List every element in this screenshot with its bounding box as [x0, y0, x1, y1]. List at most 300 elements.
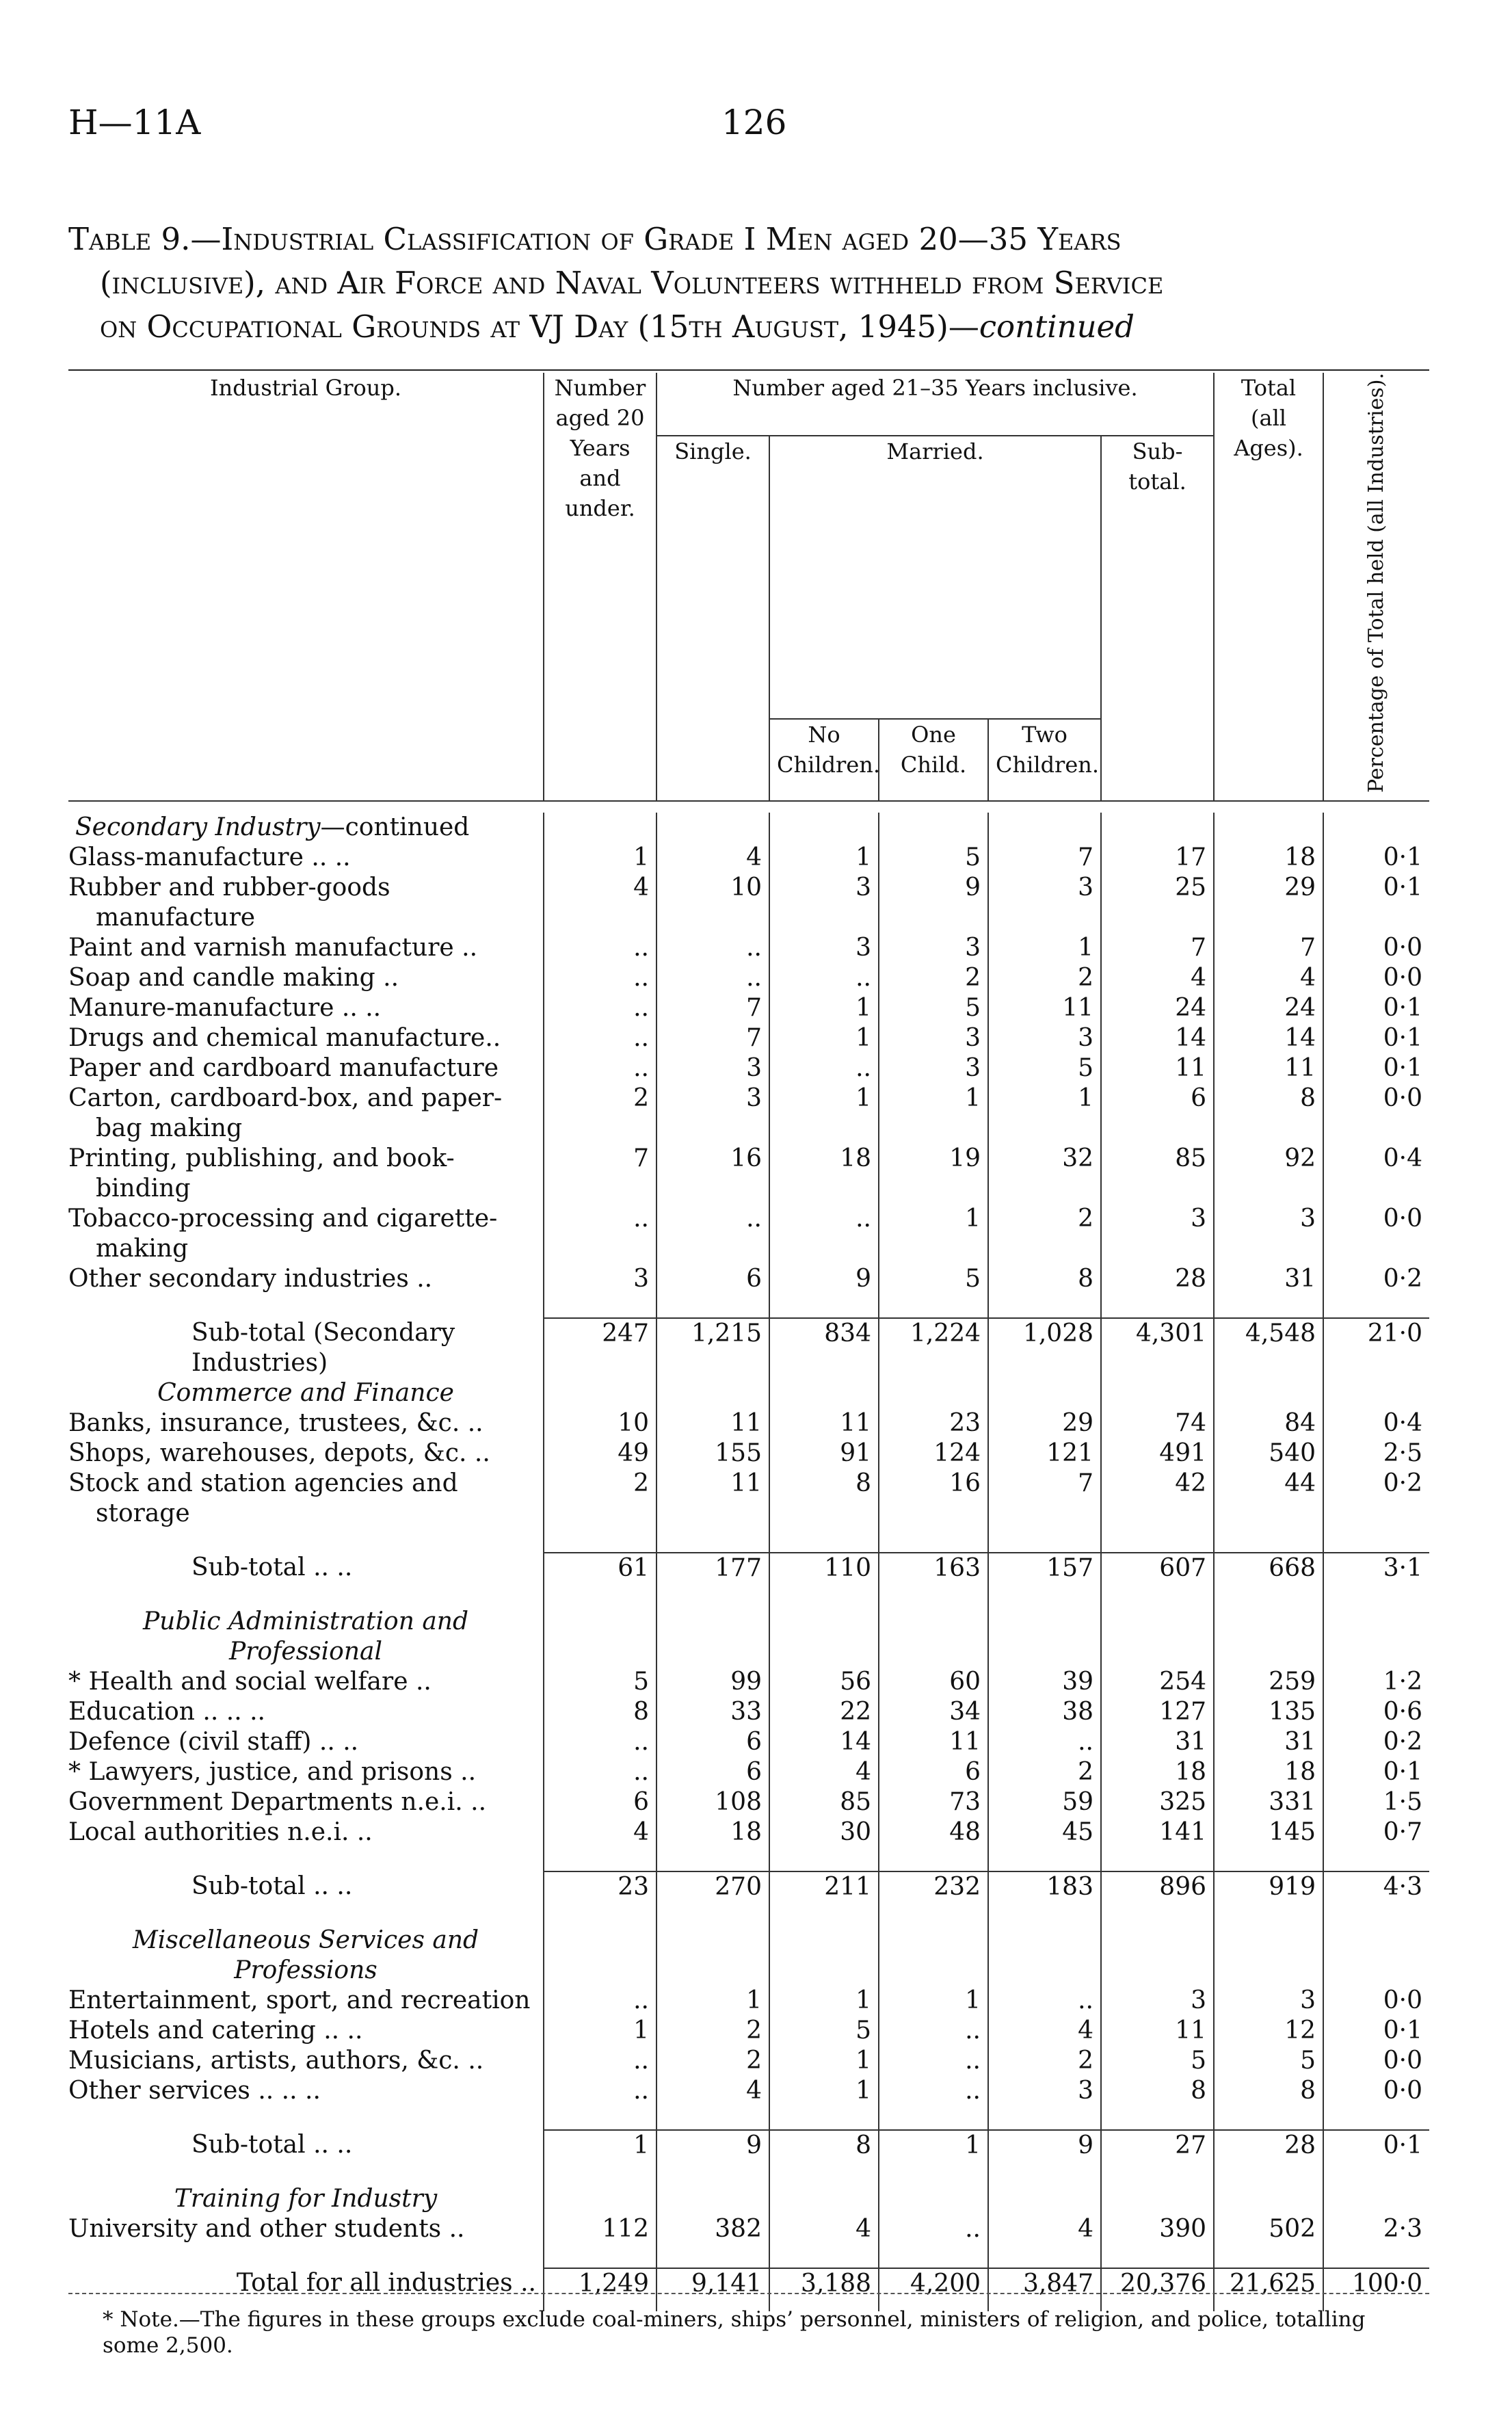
cell-no-children: .. [769, 1204, 879, 1264]
cell-two-children: 59 [988, 1787, 1101, 1817]
cell-single: .. [656, 1204, 769, 1264]
cell-total: 7 [1214, 933, 1323, 963]
row-label: Sub-total .. .. [191, 2130, 353, 2159]
cell-two-children: 7 [988, 1469, 1101, 1529]
section-secondary-cont: —continued [320, 813, 470, 841]
table-row [68, 1986, 1429, 2016]
cell-two-children: 3 [988, 1023, 1101, 1053]
row-label: Tobacco-processing and cigarette-making [68, 1204, 498, 1263]
cell-one-child: 1 [879, 1204, 988, 1264]
section-misc-row [68, 1926, 1429, 1986]
cell-no-children: 30 [769, 1817, 879, 1848]
cell-two-children: 5 [988, 1053, 1101, 1083]
row-label: Paper and cardboard manufacture [68, 1053, 499, 1082]
cell-under20: .. [544, 1986, 656, 2016]
cell-percentage: 4·3 [1323, 1871, 1429, 1902]
col-header-two-children: Two Children. [988, 719, 1101, 801]
cell-two-children: 11 [988, 993, 1101, 1023]
table-row [68, 1757, 1429, 1787]
cell-two-children: 29 [988, 1408, 1101, 1438]
cell-total: 21,625 [1214, 2268, 1323, 2299]
col-header-single: Single. [656, 436, 769, 801]
caption-line-3-text: on Occupational Grounds at VJ Day (15th August, 1945)— [100, 308, 979, 345]
section-secondary [68, 813, 544, 843]
table-row [68, 1438, 1429, 1469]
col-header-subtotal: Sub-total. [1101, 436, 1214, 801]
cell-percentage: 0·1 [1323, 1757, 1429, 1787]
cell-percentage: 0·0 [1323, 1204, 1429, 1264]
row-label: Other secondary industries .. [68, 1264, 433, 1293]
cell-single: 6 [656, 1757, 769, 1787]
cell-no-children: 110 [769, 1553, 879, 1583]
cell-under20: 23 [544, 1871, 656, 1902]
cell-total: 44 [1214, 1469, 1323, 1529]
cell-percentage: 0·0 [1323, 2046, 1429, 2076]
cell-no-children: 5 [769, 2016, 879, 2046]
cell-single: 1 [656, 1986, 769, 2016]
cell-single: 108 [656, 1787, 769, 1817]
cell-total: 18 [1214, 1757, 1323, 1787]
cell-under20: .. [544, 933, 656, 963]
cell-total: 28 [1214, 2130, 1323, 2161]
page-header [68, 103, 1422, 150]
table-row [68, 993, 1429, 1023]
footnote: * Note.—The figures in these groups exclude coal-miners, ships’ personnel, ministers of religion, and police, totalling some 2,500. [103, 2307, 1366, 2358]
cell-total: 4 [1214, 963, 1323, 993]
col-header-percentage [1323, 373, 1429, 801]
cell-under20: .. [544, 963, 656, 993]
grand-total-row [68, 2268, 1429, 2299]
table-row [68, 1144, 1429, 1204]
cell-percentage: 0·1 [1323, 2130, 1429, 2161]
cell-percentage: 0·2 [1323, 1469, 1429, 1529]
cell-two-children: 4 [988, 2214, 1101, 2244]
cell-no-children: 91 [769, 1438, 879, 1469]
subtotal-row [68, 1553, 1429, 1583]
cell-single: .. [656, 933, 769, 963]
cell-one-child: 4,200 [879, 2268, 988, 2299]
table-row [68, 843, 1429, 873]
table-row [68, 1083, 1429, 1144]
cell-total: 259 [1214, 1667, 1323, 1697]
section-training-row [68, 2184, 1429, 2214]
col-header-group: Industrial Group. [209, 375, 402, 401]
cell-total: 135 [1214, 1697, 1323, 1727]
cell-percentage: 0·7 [1323, 1817, 1429, 1848]
row-label: Sub-total .. .. [191, 1871, 353, 1900]
cell-percentage: 0·1 [1323, 993, 1429, 1023]
cell-percentage: 0·2 [1323, 1264, 1429, 1294]
cell-one-child: .. [879, 2046, 988, 2076]
cell-one-child: 124 [879, 1438, 988, 1469]
table-row [68, 873, 1429, 933]
row-label: Defence (civil staff) .. .. [68, 1727, 359, 1756]
table-row [68, 1053, 1429, 1083]
cell-one-child: 5 [879, 843, 988, 873]
cell-subtotal: 11 [1101, 1053, 1214, 1083]
cell-two-children: 1 [988, 933, 1101, 963]
cell-no-children: 1 [769, 843, 879, 873]
row-label: Manure-manufacture .. .. [68, 993, 382, 1022]
row-label: University and other students .. [68, 2214, 465, 2243]
cell-total: 331 [1214, 1787, 1323, 1817]
row-label: Government Departments n.e.i. .. [68, 1787, 487, 1816]
cell-one-child: 1 [879, 2130, 988, 2161]
subtotal-row [68, 2130, 1429, 2161]
cell-subtotal: 85 [1101, 1144, 1214, 1204]
cell-single: 2 [656, 2016, 769, 2046]
cell-one-child: 1 [879, 1986, 988, 2016]
table-row [68, 1667, 1429, 1697]
cell-total: 14 [1214, 1023, 1323, 1053]
cell-under20: 1 [544, 2016, 656, 2046]
cell-percentage: 0·0 [1323, 2076, 1429, 2106]
cell-percentage: 0·1 [1323, 1023, 1429, 1053]
cell-single: 11 [656, 1469, 769, 1529]
cell-single: 6 [656, 1727, 769, 1757]
cell-under20: .. [544, 1757, 656, 1787]
cell-subtotal: 491 [1101, 1438, 1214, 1469]
table-row [68, 2016, 1429, 2046]
cell-one-child: .. [879, 2016, 988, 2046]
classification-table [68, 373, 1429, 2311]
spacer-row [68, 2106, 1429, 2130]
cell-no-children: 3 [769, 933, 879, 963]
cell-no-children: 1 [769, 1023, 879, 1053]
cell-under20: 112 [544, 2214, 656, 2244]
cell-subtotal: 7 [1101, 933, 1214, 963]
cell-single: 9 [656, 2130, 769, 2161]
cell-percentage: 2·3 [1323, 2214, 1429, 2244]
row-label: Education .. .. .. [68, 1697, 265, 1726]
row-label: Musicians, artists, authors, &c. .. [68, 2046, 484, 2075]
cell-total: 31 [1214, 1727, 1323, 1757]
cell-under20: .. [544, 1204, 656, 1264]
cell-no-children: 3 [769, 873, 879, 933]
cell-total: 11 [1214, 1053, 1323, 1083]
cell-percentage: 0·6 [1323, 1697, 1429, 1727]
cell-total: 668 [1214, 1553, 1323, 1583]
col-header-total: Total (all Ages). [1214, 373, 1323, 801]
caption-line-3 [68, 305, 1429, 349]
cell-two-children: 3 [988, 873, 1101, 933]
cell-percentage: 0·0 [1323, 1083, 1429, 1144]
section-public: Public Administration and Professional [142, 1607, 469, 1666]
row-label: Other services .. .. .. [68, 2076, 321, 2105]
cell-percentage: 100·0 [1323, 2268, 1429, 2299]
table-row [68, 2046, 1429, 2076]
row-label: Hotels and catering .. .. [68, 2016, 363, 2045]
cell-single: 18 [656, 1817, 769, 1848]
cell-subtotal: 3 [1101, 1986, 1214, 2016]
cell-under20: 1 [544, 843, 656, 873]
table-row [68, 1727, 1429, 1757]
subtotal-row [68, 1871, 1429, 1902]
spacer-row [68, 1294, 1429, 1318]
cell-under20: 4 [544, 1817, 656, 1848]
cell-two-children: 45 [988, 1817, 1101, 1848]
cell-two-children: 1 [988, 1083, 1101, 1144]
cell-single: 4 [656, 2076, 769, 2106]
cell-one-child: 2 [879, 963, 988, 993]
cell-one-child: 5 [879, 993, 988, 1023]
cell-two-children: 121 [988, 1438, 1101, 1469]
cell-percentage: 0·1 [1323, 873, 1429, 933]
cell-under20: 3 [544, 1264, 656, 1294]
cell-no-children: 1 [769, 1083, 879, 1144]
spacer-row [68, 1848, 1429, 1871]
cell-one-child: 3 [879, 933, 988, 963]
cell-two-children: 183 [988, 1871, 1101, 1902]
col-header-percentage-text: Percentage of Total held (all Industries). [1364, 373, 1389, 793]
cell-percentage: 1·5 [1323, 1787, 1429, 1817]
cell-one-child: 60 [879, 1667, 988, 1697]
cell-one-child: 3 [879, 1053, 988, 1083]
cell-one-child: 5 [879, 1264, 988, 1294]
cell-one-child: 11 [879, 1727, 988, 1757]
cell-percentage: 0·0 [1323, 1986, 1429, 2016]
cell-single: 11 [656, 1408, 769, 1438]
cell-under20: .. [544, 1053, 656, 1083]
cell-percentage: 0·2 [1323, 1727, 1429, 1757]
row-label: Rubber and rubber-goods manufacture [68, 873, 390, 932]
spacer-row [68, 2244, 1429, 2268]
cell-two-children: 9 [988, 2130, 1101, 2161]
cell-percentage: 0·1 [1323, 1053, 1429, 1083]
cell-under20: 2 [544, 1083, 656, 1144]
cell-two-children: 32 [988, 1144, 1101, 1204]
cell-under20: .. [544, 2076, 656, 2106]
cell-no-children: 4 [769, 1757, 879, 1787]
cell-single: 177 [656, 1553, 769, 1583]
cell-subtotal: 127 [1101, 1697, 1214, 1727]
cell-no-children: 85 [769, 1787, 879, 1817]
table-row [68, 1408, 1429, 1438]
cell-under20: 1 [544, 2130, 656, 2161]
section-secondary-title: Secondary Industry [75, 813, 321, 841]
cell-subtotal: 28 [1101, 1264, 1214, 1294]
cell-two-children: 3 [988, 2076, 1101, 2106]
cell-one-child: 19 [879, 1144, 988, 1204]
cell-two-children: .. [988, 1986, 1101, 2016]
cell-subtotal: 325 [1101, 1787, 1214, 1817]
spacer-row [68, 2161, 1429, 2184]
cell-under20: 5 [544, 1667, 656, 1697]
cell-total: 8 [1214, 2076, 1323, 2106]
cell-no-children: 8 [769, 1469, 879, 1529]
col-header-21-35: Number aged 21–35 Years inclusive. [656, 373, 1214, 436]
table-caption [68, 218, 1429, 349]
cell-total: 92 [1214, 1144, 1323, 1204]
table-body [68, 813, 1429, 2311]
cell-single: 9,141 [656, 2268, 769, 2299]
table-row [68, 1264, 1429, 1294]
row-label: Sub-total (Secondary Industries) [191, 1318, 455, 1377]
row-label: Shops, warehouses, depots, &c. .. [68, 1438, 490, 1467]
row-label: Soap and candle making .. [68, 963, 399, 992]
table-row [68, 933, 1429, 963]
row-label: Printing, publishing, and book-binding [68, 1144, 455, 1203]
cell-single: 33 [656, 1697, 769, 1727]
cell-percentage: 1·2 [1323, 1667, 1429, 1697]
cell-percentage: 2·5 [1323, 1438, 1429, 1469]
spacer-row [68, 1583, 1429, 1607]
table-row [68, 2214, 1429, 2244]
cell-percentage: 3·1 [1323, 1553, 1429, 1583]
cell-two-children: 38 [988, 1697, 1101, 1727]
cell-one-child: 73 [879, 1787, 988, 1817]
cell-subtotal: 14 [1101, 1023, 1214, 1053]
cell-no-children: 1 [769, 993, 879, 1023]
row-label: Glass-manufacture .. .. [68, 843, 351, 871]
cell-subtotal: 20,376 [1101, 2268, 1214, 2299]
cell-two-children: 2 [988, 963, 1101, 993]
cell-under20: 1,249 [544, 2268, 656, 2299]
cell-under20: 247 [544, 1318, 656, 1378]
row-label: * Health and social welfare .. [68, 1667, 432, 1696]
cell-total: 919 [1214, 1871, 1323, 1902]
page-reference: H—11A [68, 103, 201, 142]
row-label: Stock and station agencies and storage [68, 1469, 458, 1527]
cell-subtotal: 31 [1101, 1727, 1214, 1757]
cell-one-child: 1,224 [879, 1318, 988, 1378]
col-header-one-child: One Child. [879, 719, 988, 801]
cell-under20: 10 [544, 1408, 656, 1438]
cell-total: 502 [1214, 2214, 1323, 2244]
row-label: Drugs and chemical manufacture.. [68, 1023, 501, 1052]
cell-subtotal: 141 [1101, 1817, 1214, 1848]
cell-single: .. [656, 963, 769, 993]
cell-subtotal: 4,301 [1101, 1318, 1214, 1378]
cell-total: 540 [1214, 1438, 1323, 1469]
cell-two-children: 1,028 [988, 1318, 1101, 1378]
cell-subtotal: 607 [1101, 1553, 1214, 1583]
cell-single: 155 [656, 1438, 769, 1469]
cell-single: 2 [656, 2046, 769, 2076]
cell-under20: .. [544, 993, 656, 1023]
cell-one-child: 3 [879, 1023, 988, 1053]
cell-no-children: 834 [769, 1318, 879, 1378]
section-heading-row [68, 813, 1429, 843]
cell-two-children: 3,847 [988, 2268, 1101, 2299]
cell-single: 10 [656, 873, 769, 933]
row-label: Entertainment, sport, and recreation [68, 1986, 531, 2014]
col-header-no-children: No Children. [769, 719, 879, 801]
cell-no-children: 14 [769, 1727, 879, 1757]
table-row [68, 1697, 1429, 1727]
cell-no-children: 3,188 [769, 2268, 879, 2299]
footnote-rule [68, 2293, 1429, 2294]
cell-one-child: 16 [879, 1469, 988, 1529]
table-row [68, 1469, 1429, 1529]
cell-subtotal: 27 [1101, 2130, 1214, 2161]
cell-subtotal: 11 [1101, 2016, 1214, 2046]
cell-no-children: .. [769, 1053, 879, 1083]
cell-subtotal: 25 [1101, 873, 1214, 933]
cell-no-children: 8 [769, 2130, 879, 2161]
cell-no-children: 1 [769, 2046, 879, 2076]
cell-no-children: 22 [769, 1697, 879, 1727]
cell-subtotal: 5 [1101, 2046, 1214, 2076]
header-rule [68, 801, 1429, 813]
cell-single: 3 [656, 1083, 769, 1144]
cell-single: 99 [656, 1667, 769, 1697]
cell-percentage: 0·1 [1323, 2016, 1429, 2046]
cell-under20: .. [544, 1727, 656, 1757]
cell-no-children: .. [769, 963, 879, 993]
cell-no-children: 9 [769, 1264, 879, 1294]
cell-single: 270 [656, 1871, 769, 1902]
cell-total: 24 [1214, 993, 1323, 1023]
section-commerce: Commerce and Finance [157, 1378, 454, 1407]
cell-under20: 4 [544, 873, 656, 933]
cell-percentage: 0·4 [1323, 1144, 1429, 1204]
cell-subtotal: 42 [1101, 1469, 1214, 1529]
caption-line-2: (inclusive), and Air Force and Naval Volunteers withheld from Service [100, 265, 1164, 301]
cell-no-children: 1 [769, 2076, 879, 2106]
cell-no-children: 18 [769, 1144, 879, 1204]
cell-under20: 6 [544, 1787, 656, 1817]
cell-under20: 7 [544, 1144, 656, 1204]
cell-two-children: 8 [988, 1264, 1101, 1294]
cell-one-child: 34 [879, 1697, 988, 1727]
cell-two-children: 7 [988, 843, 1101, 873]
cell-subtotal: 24 [1101, 993, 1214, 1023]
table-row [68, 1787, 1429, 1817]
cell-percentage: 0·0 [1323, 933, 1429, 963]
cell-subtotal: 390 [1101, 2214, 1214, 2244]
cell-one-child: .. [879, 2214, 988, 2244]
cell-under20: 8 [544, 1697, 656, 1727]
cell-subtotal: 254 [1101, 1667, 1214, 1697]
cell-total: 29 [1214, 873, 1323, 933]
table-row [68, 1817, 1429, 1848]
cell-two-children: .. [988, 1727, 1101, 1757]
cell-two-children: 2 [988, 1757, 1101, 1787]
cell-one-child: 23 [879, 1408, 988, 1438]
section-misc: Miscellaneous Services and Professions [132, 1926, 479, 1984]
cell-one-child: 163 [879, 1553, 988, 1583]
row-label: Paint and varnish manufacture .. [68, 933, 478, 962]
cell-subtotal: 6 [1101, 1083, 1214, 1144]
cell-percentage: 0·4 [1323, 1408, 1429, 1438]
spacer-row [68, 1902, 1429, 1926]
cell-total: 31 [1214, 1264, 1323, 1294]
spacer-row [68, 1529, 1429, 1553]
cell-subtotal: 3 [1101, 1204, 1214, 1264]
cell-one-child: .. [879, 2076, 988, 2106]
caption-continued: continued [979, 308, 1135, 345]
cell-single: 1,215 [656, 1318, 769, 1378]
row-label: * Lawyers, justice, and prisons .. [68, 1757, 477, 1786]
table-row [68, 963, 1429, 993]
cell-two-children: 157 [988, 1553, 1101, 1583]
row-label: Carton, cardboard-box, and paper-bag making [68, 1083, 503, 1142]
cell-percentage: 21·0 [1323, 1318, 1429, 1378]
cell-no-children: 56 [769, 1667, 879, 1697]
cell-one-child: 1 [879, 1083, 988, 1144]
row-label: Banks, insurance, trustees, &c. .. [68, 1408, 483, 1437]
cell-subtotal: 4 [1101, 963, 1214, 993]
cell-one-child: 232 [879, 1871, 988, 1902]
cell-single: 7 [656, 1023, 769, 1053]
col-header-married: Married. [769, 436, 1101, 719]
section-public-row [68, 1607, 1429, 1667]
cell-no-children: 211 [769, 1871, 879, 1902]
section-commerce-row [68, 1378, 1429, 1408]
table-header [68, 373, 1429, 813]
cell-no-children: 4 [769, 2214, 879, 2244]
